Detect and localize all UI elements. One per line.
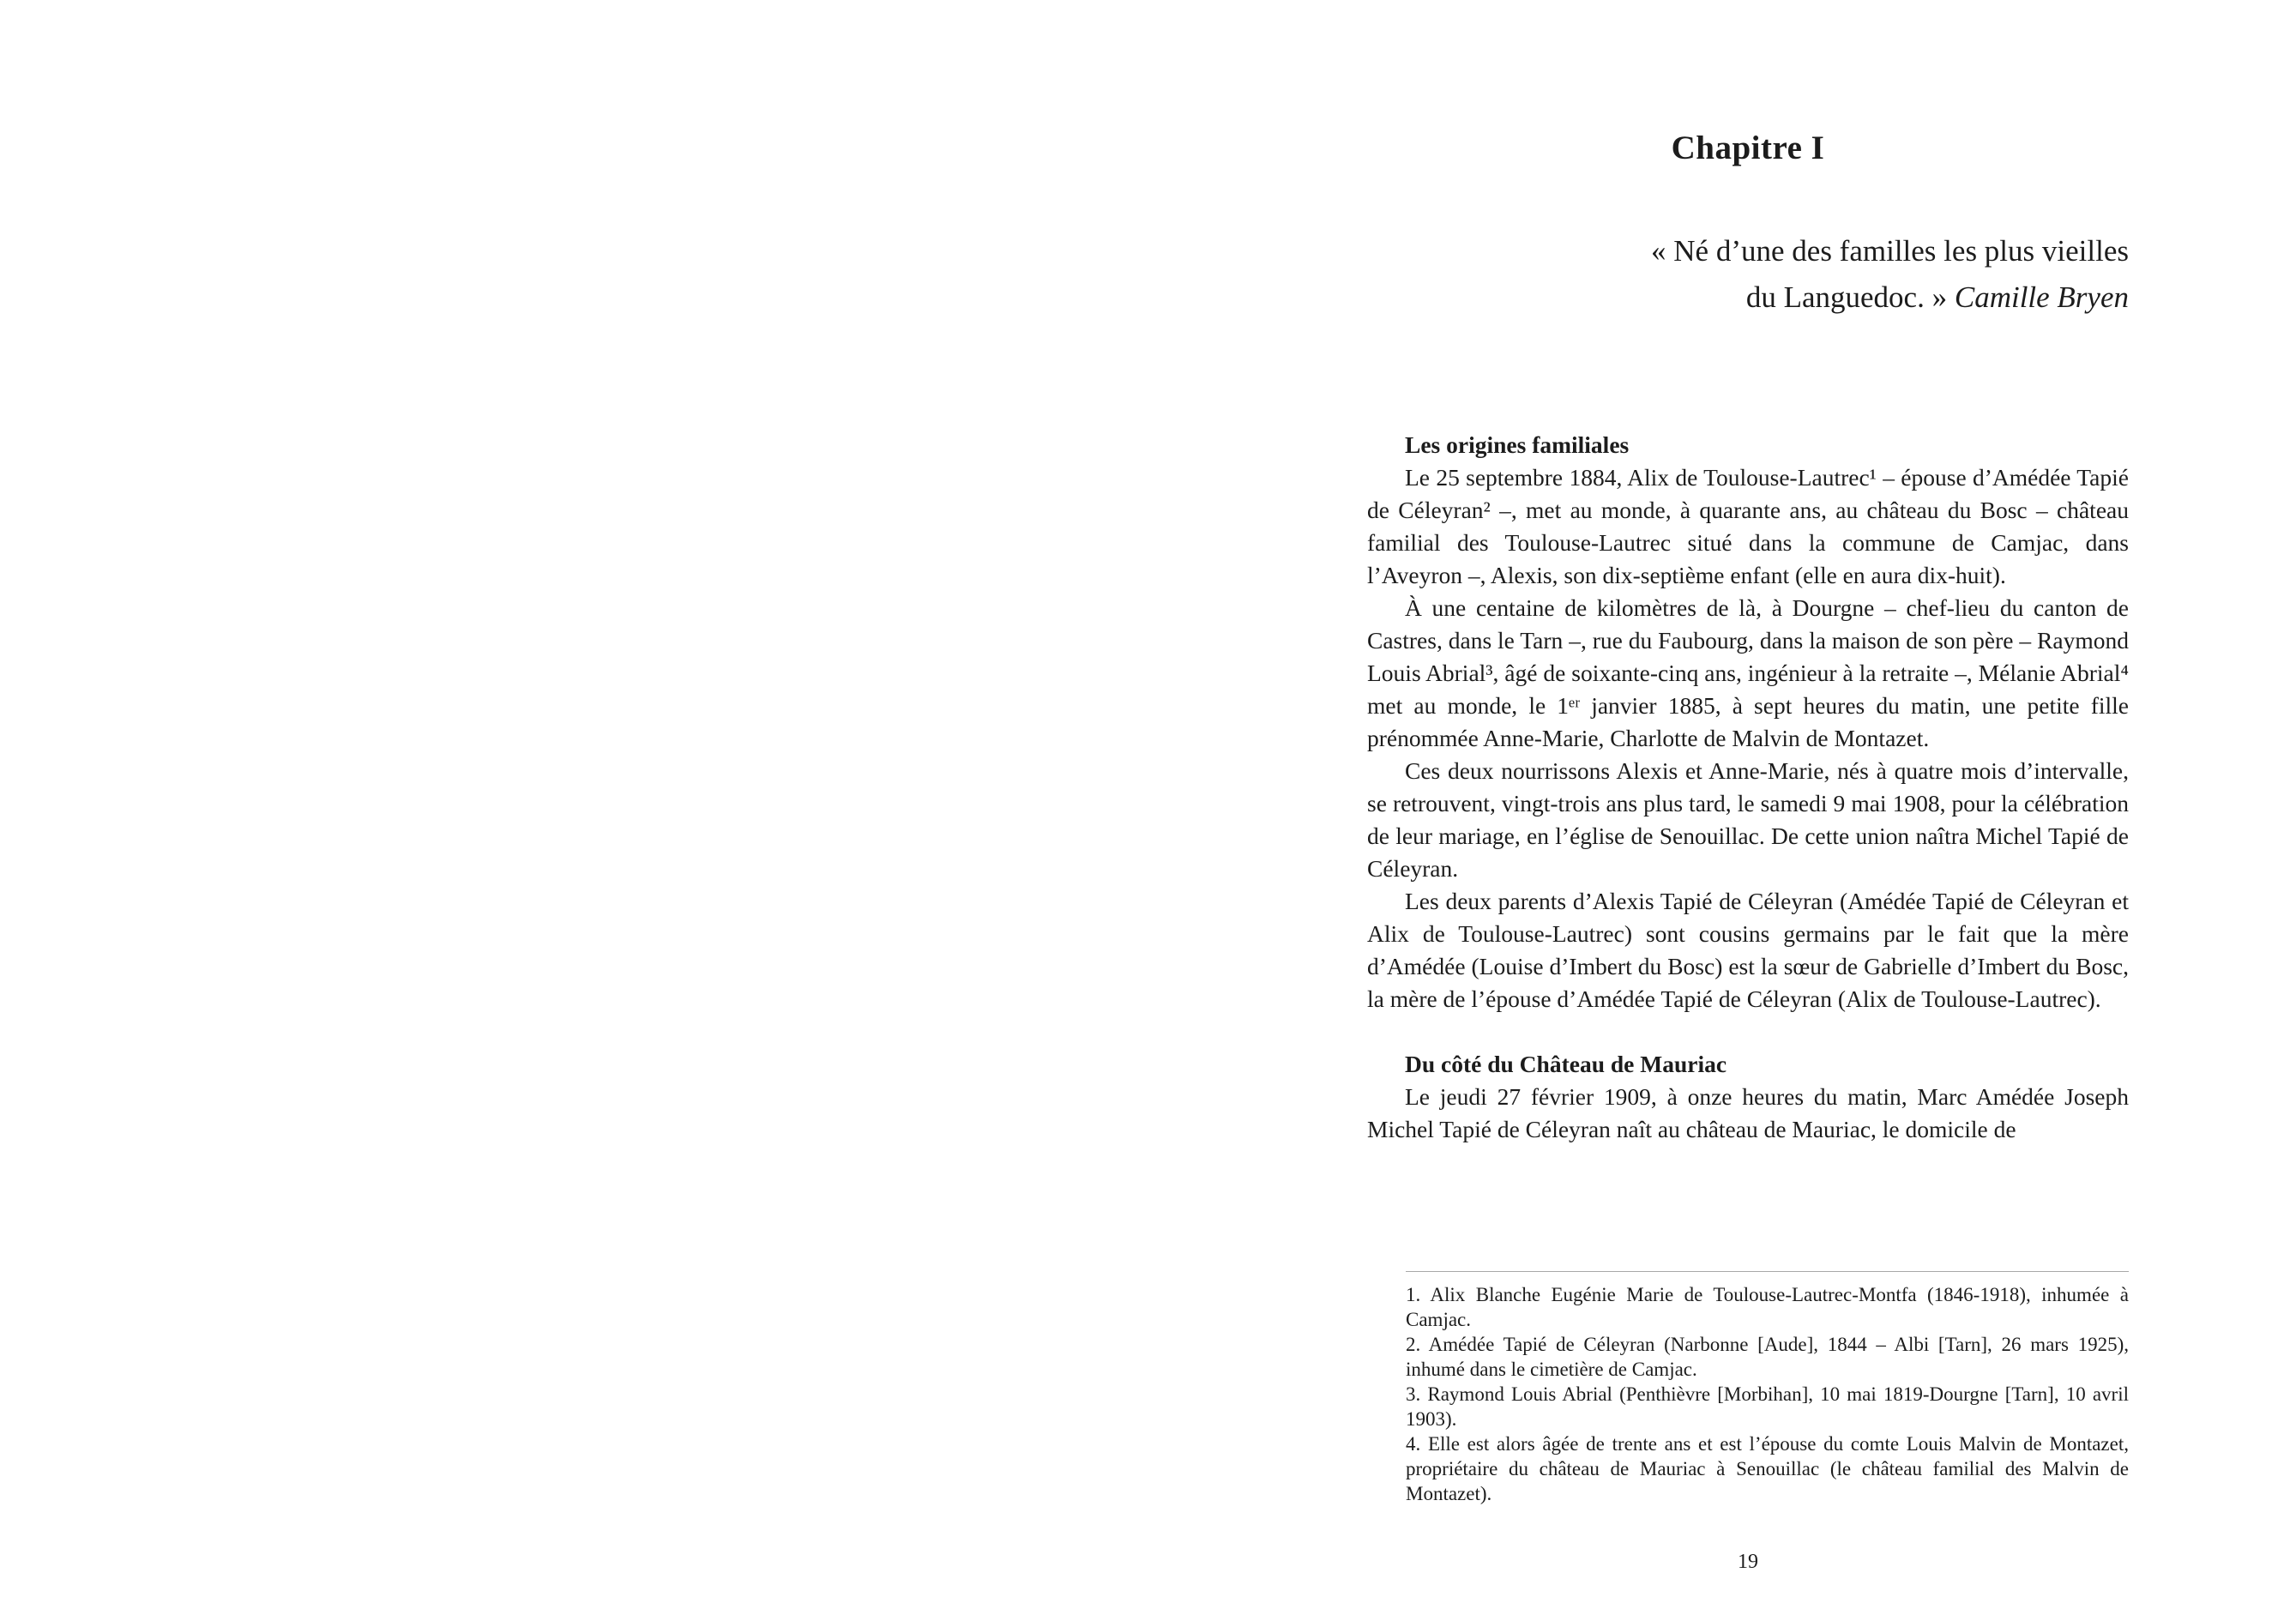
epigraph-quote-end: du Languedoc. » <box>1745 280 1955 314</box>
paragraph: Ces deux nourrissons Alexis et Anne-Marie, nés à quatre mois d’intervalle, se retrouvent, vingt-trois ans plus tard, le samedi 9 mai 1908, pour la célébration de leur mariage, en l’église de Senouillac. De cette union naîtra Michel Tapié de Céleyran. <box>1367 757 2129 882</box>
footnote-4: 4. Elle est alors âgée de trente ans et est l’épouse du comte Louis Malvin de Montazet, propriétaire du château de Mauriac à Senouillac (le château familial des Malvin de Montazet). <box>1406 1433 2129 1504</box>
body-text <box>1367 429 2129 1146</box>
chapter-title: Chapitre I <box>1671 130 1825 166</box>
section-heading-chateau-de-mauriac: Du côté du Château de Mauriac <box>1405 1051 1727 1077</box>
text-column <box>1367 0 2129 1621</box>
epigraph-author: Camille Bryen <box>1954 280 2129 314</box>
paragraph: À une centaine de kilomètres de là, à Dourgne – chef-lieu du canton de Castres, dans le Tarn –, rue du Faubourg, dans la maison de son père – Raymond Louis Abrial³, âgé de soixante-cinq ans, ingénieur à la retraite –, Mélanie Abrial⁴ met au monde, le 1ᵉʳ janvier 1885, à sept heures du matin, une petite fille prénommée Anne-Marie, Charlotte de Malvin de Montazet. <box>1367 594 2129 751</box>
footnote-separator-rule <box>1406 1271 2129 1272</box>
epigraph <box>1367 228 2129 321</box>
epigraph-line2 <box>1367 274 2129 321</box>
paragraph: Les deux parents d’Alexis Tapié de Céleyran (Amédée Tapié de Céleyran et Alix de Toulouse-Lautrec) sont cousins germains par le fait que la mère d’Amédée (Louise d’Imbert du Bosc) est la sœur de Gabrielle d’Imbert du Bosc, la mère de l’épouse d’Amédée Tapié de Céleyran (Alix de Toulouse-Lautrec). <box>1367 888 2129 1012</box>
footnote-3: 3. Raymond Louis Abrial (Penthièvre [Morbihan], 10 mai 1819-Dourgne [Tarn], 10 avril 1903). <box>1406 1383 2129 1430</box>
footnote-2: 2. Amédée Tapié de Céleyran (Narbonne [Aude], 1844 – Albi [Tarn], 26 mars 1925), inhumé dans le cimetière de Camjac. <box>1406 1334 2129 1380</box>
footnote-1: 1. Alix Blanche Eugénie Marie de Toulouse-Lautrec-Montfa (1846-1918), inhumée à Camjac. <box>1406 1284 2129 1330</box>
page-number: 19 <box>1738 1551 1758 1573</box>
paragraph: Le jeudi 27 février 1909, à onze heures du matin, Marc Amédée Joseph Michel Tapié de Céleyran naît au château de Mauriac, le domicile de <box>1367 1083 2129 1142</box>
section-heading-origines-familiales: Les origines familiales <box>1405 431 1630 458</box>
paragraph: Le 25 septembre 1884, Alix de Toulouse-Lautrec¹ – épouse d’Amédée Tapié de Céleyran² –, met au monde, à quarante ans, au château du Bosc – château familial des Toulouse-Lautrec situé dans la commune de Camjac, dans l’Aveyron –, Alexis, son dix-septième enfant (elle en aura dix-huit). <box>1367 464 2129 588</box>
epigraph-line1: « Né d’une des familles les plus vieilles <box>1651 234 2129 268</box>
footnotes <box>1406 1271 2129 1506</box>
